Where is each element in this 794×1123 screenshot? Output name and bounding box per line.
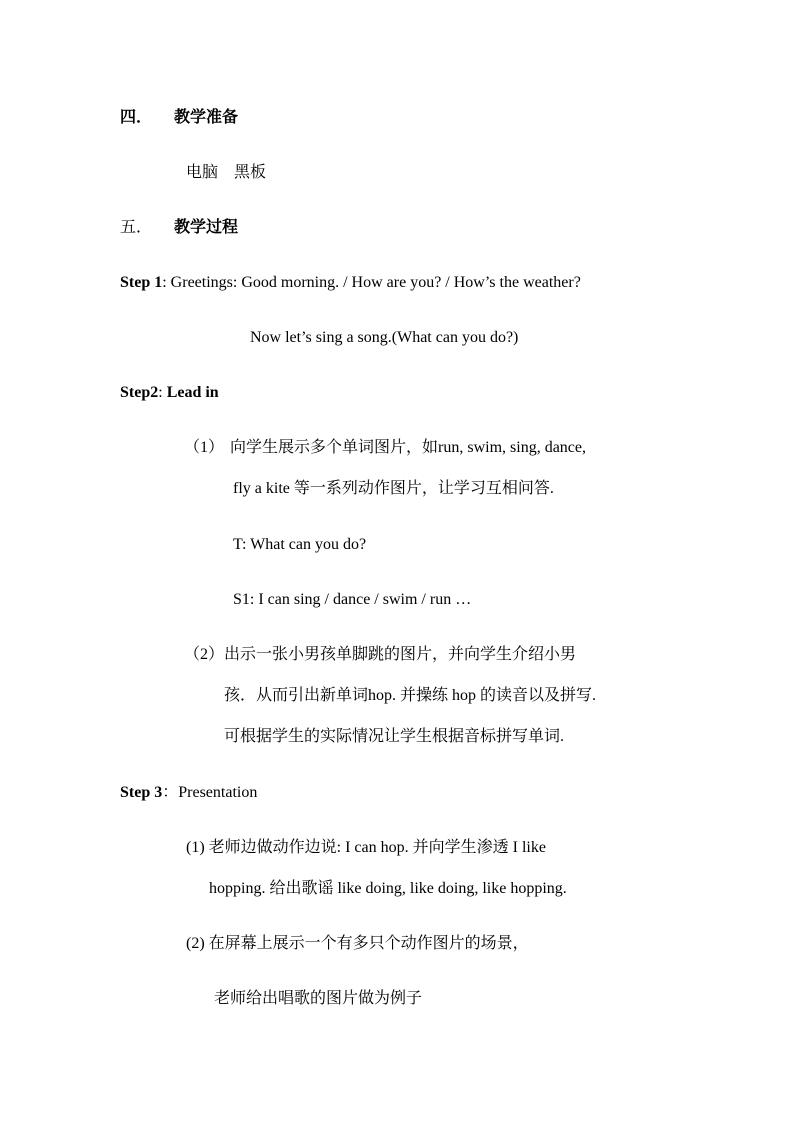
teacher-question: T: What can you do? [233,536,367,553]
step-2-heading [120,383,219,403]
step-2-title: Lead in [166,384,219,401]
student-answer: S1: I can sing / dance / swim / run … [233,591,472,608]
step-1-line-2: Now let’s sing a song.(What can you do?) [250,329,519,346]
section-5-number: 五． [120,219,153,236]
section-5-title: 教学过程 [174,219,239,236]
step-3-item-1-line-2: hopping. 给出歌谣 like doing, like doing, like hopping. [209,880,567,897]
step-2-colon: : [158,384,167,401]
step-2-item-2-line-3: 可根据学生的实际情况让学生根据音标拼写单词. [224,728,565,745]
step-3-item-1-line-1: (1) 老师边做动作边说: I can hop. 并向学生渗透 I like [186,839,546,856]
section-5-heading [120,218,238,238]
step-3-heading [120,783,257,803]
step-1-text: : Greetings: Good morning. / How are you? / How’s the weather? [162,274,581,291]
step-3-item-2-line-1: (2) 在屏幕上展示一个有多只个动作图片的场景， [186,935,529,952]
step-2-item-1-number: （1） [184,439,225,456]
step-2-label: Step2 [120,384,159,401]
step-3-colon: ： [162,784,179,801]
step-2-item-1-text: 向学生展示多个单词图片，如run, swim, sing, dance, [230,439,586,456]
step-2-item-1-line-1 [184,438,586,458]
step-1-label: Step 1 [120,274,163,291]
step-3-label: Step 3 [120,784,163,801]
step-2-item-1-line-2: fly a kite 等一系列动作图片，让学习互相问答. [233,480,554,497]
section-4-items: 电脑 黑板 [186,164,267,181]
step-3-item-2-line-2: 老师给出唱歌的图片做为例子 [214,990,423,1007]
step-2-item-2-line-1: （2）出示一张小男孩单脚跳的图片，并向学生介绍小男 [184,646,577,663]
step-1-line-1 [120,273,581,293]
section-4-number: 四． [120,109,153,126]
section-4-heading [120,108,238,128]
step-3-title: Presentation [178,784,258,801]
section-4-title: 教学准备 [174,109,239,126]
step-2-item-2-line-2: 孩．从而引出新单词hop. 并操练 hop 的读音以及拼写. [224,687,597,704]
